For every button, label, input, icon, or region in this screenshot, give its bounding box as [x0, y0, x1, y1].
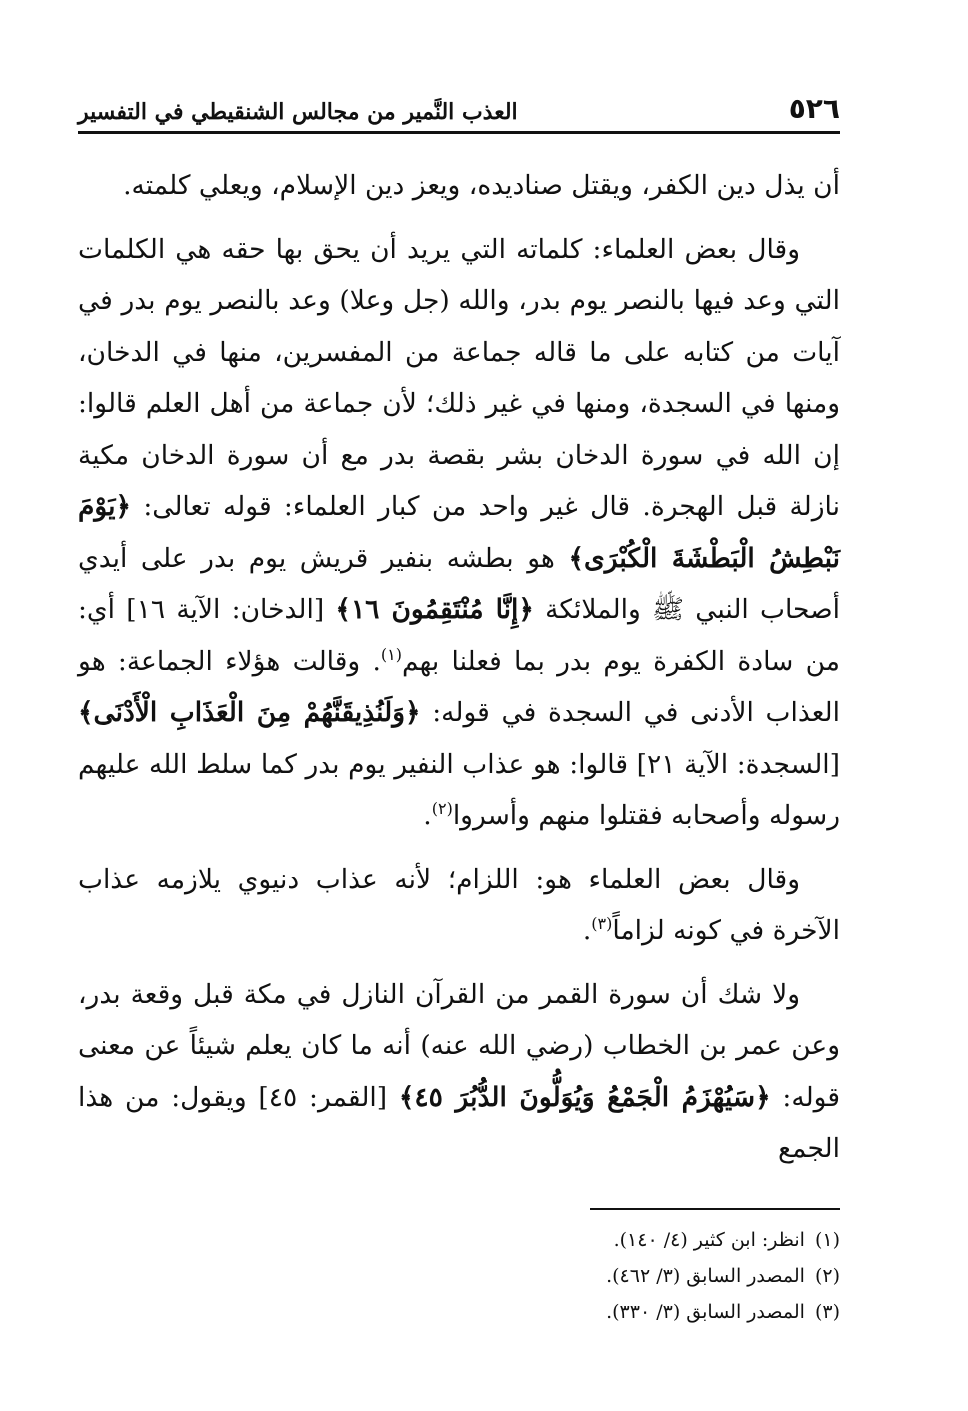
text-segment: .	[423, 800, 432, 831]
paragraph	[78, 160, 840, 212]
page-number: ٥٢٦	[788, 92, 840, 125]
text-segment: أن يذل دين الكفر، ويقتل صناديده، ويعز دين الإسلام، ويعلي كلمته.	[123, 170, 840, 201]
footnote-number: (٣)	[814, 1301, 840, 1323]
footnote-text: المصدر السابق (٣/ ٤٦٢).	[606, 1265, 805, 1287]
quran-verse: ﴿إِنَّا مُنْتَقِمُونَ ١٦﴾	[335, 594, 534, 625]
text-segment: ولا شك أن سورة القمر من القرآن النازل في مكة قبل وقعة بدر، وعن عمر بن الخطاب (رضي الله عنه) أنه ما كان يعلم شيئاً عن معنى قوله:	[78, 978, 840, 1113]
footnote-ref: (١)	[380, 644, 402, 664]
footnote-ref: (٢)	[431, 799, 453, 819]
text-segment: [القمر: ٤٥] ويقول: من هذا الجمع	[78, 1081, 840, 1164]
quran-verse: ﴿سَيُهْزَمُ الْجَمْعُ وَيُوَلُّونَ الدُّبُرَ ٤٥﴾	[398, 1081, 771, 1113]
paragraph	[78, 224, 840, 842]
footnote-ref: (٣)	[591, 914, 613, 934]
footnotes	[78, 1222, 840, 1330]
footnote	[78, 1222, 840, 1258]
footnote-number: (٢)	[814, 1265, 840, 1287]
text-segment: .	[582, 915, 592, 946]
paragraph	[78, 969, 840, 1175]
text-segment: . وقالت هؤلاء الجماعة: هو العذاب الأدنى في السجدة في قوله:	[78, 645, 840, 728]
footnote	[78, 1294, 840, 1330]
footnote-text: انظر: ابن كثير (٤/ ١٤٠).	[613, 1229, 805, 1251]
text-segment: وقال بعض العلماء: كلماته التي يريد أن يحق بها حقه هي الكلمات التي وعد فيها بالنصر يوم بدر، والله (جل وعلا) وعد بالنصر يوم بدر في آيات من كتابه على ما قاله جماعة من المفسرين، منها في الدخان، ومنها في السجدة، ومنها في غير ذلك؛ لأن جماعة من أهل العلم قالوا: إن الله في سورة الدخان بشر بقصة بدر مع أن سورة الدخان مكية نازلة قبل الهجرة. قال غير واحد من كبار العلماء: قوله تعالى:	[78, 233, 840, 522]
text-segment: [السجدة: الآية ٢١] قالوا: هو عذاب النفير يوم بدر كما سلط الله عليهم رسوله وأصحابه فقتلوا منهم وأسروا	[78, 748, 841, 831]
text-segment: هو بطشه بنفير قريش يوم بدر على أيدي أصحاب النبي ﷺ والملائكة	[78, 542, 840, 625]
text-segment: [الدخان: الآية ١٦] أي: من سادة الكفرة يوم بدر بما فعلنا بهم	[78, 594, 840, 677]
footnote-number: (١)	[814, 1229, 840, 1251]
quran-verse: ﴿وَلَنُذِيقَنَّهُمْ مِنَ الْعَذَابِ الْأَدْنَى﴾	[78, 697, 421, 728]
body-text	[78, 160, 840, 1187]
page-header	[78, 88, 840, 134]
footnote-text: المصدر السابق (٣/ ٣٣٠).	[606, 1301, 805, 1323]
quran-verse: ﴿يَوْمَ نَبْطِشُ الْبَطْشَةَ الْكُبْرَى﴾	[78, 491, 841, 574]
footnote	[78, 1258, 840, 1294]
paragraph	[78, 854, 840, 957]
footnote-separator	[590, 1208, 840, 1210]
running-title: العذب النَّمير من مجالس الشنقيطي في التفسير	[78, 99, 518, 125]
text-segment: وقال بعض العلماء هو: اللزام؛ لأنه عذاب دنيوي يلازمه عذاب الآخرة في كونه لزاماً	[78, 863, 840, 946]
